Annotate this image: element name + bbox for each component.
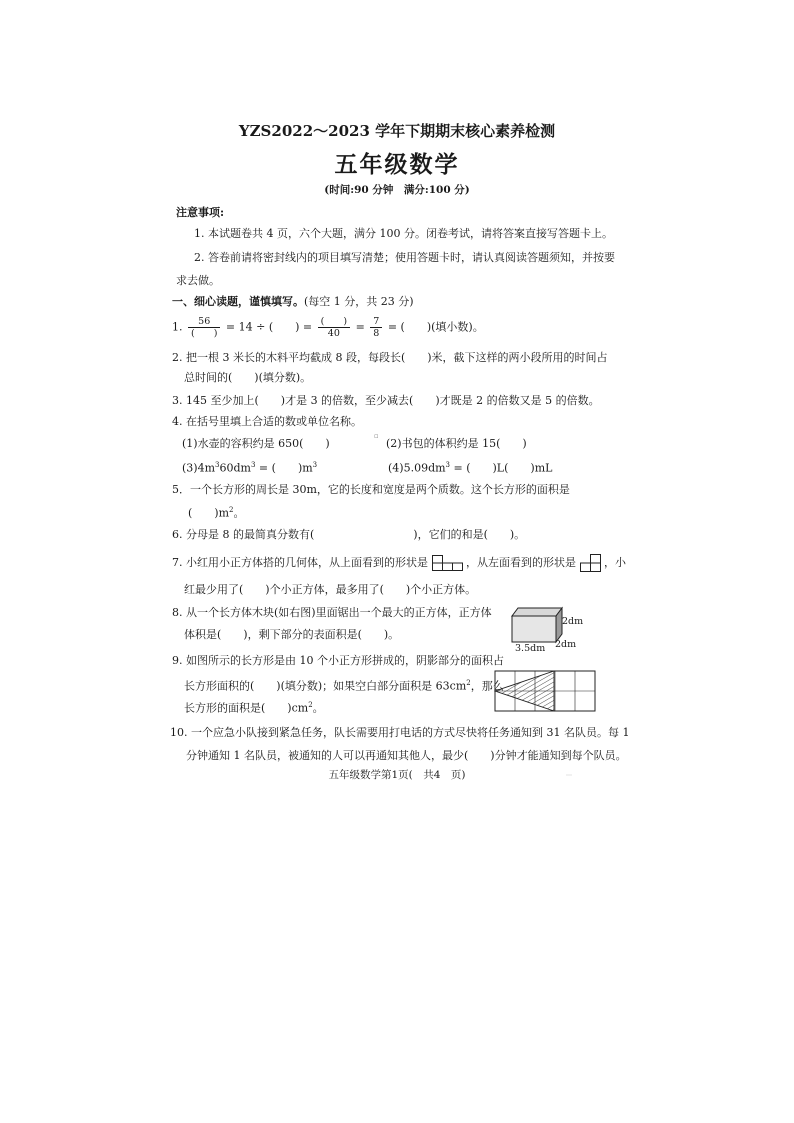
q1-number: 1. xyxy=(172,320,183,334)
question-10-line-1: 10. 一个应急小队接到紧急任务，队长需要用打电话的方式尽快将任务通知到 31 名队员。每 1 xyxy=(170,726,630,739)
time-info: (时间:90 分钟 满分:100 分) xyxy=(324,184,470,196)
cuboid-width-label: 2dm xyxy=(555,639,577,650)
scan-mark: ▫ xyxy=(374,432,379,440)
q9-l2-pre: 长方形面积的( )(填分数)；如果空白部分面积是 63cm xyxy=(184,679,467,693)
q1-f3-numerator: 7 xyxy=(370,316,382,328)
q9-l3-text: 长方形的面积是( )cm xyxy=(184,701,309,715)
q5-sup: 2 xyxy=(229,506,234,514)
question-4-d xyxy=(388,458,552,476)
q4c-sup-1: 3 xyxy=(215,461,220,469)
question-8-line-2: 体积是( )，剩下部分的表面积是( )。 xyxy=(184,628,400,641)
q1-fraction-3 xyxy=(370,316,382,339)
section1-title: 一、细心读题，谨慎填写。 xyxy=(172,295,304,308)
scan-corner-mark: ⋯ xyxy=(566,772,572,779)
q5-end: 。 xyxy=(233,506,245,520)
question-4-a: (1)水壶的容积约是 650( ) xyxy=(182,437,330,450)
q9-l2-sup: 2 xyxy=(466,679,471,687)
q4c-mid: 60dm xyxy=(219,461,251,475)
q4c-pre: (3)4m xyxy=(182,461,216,475)
question-3: 3. 145 至少加上( )才是 3 的倍数，至少减去( )才既是 2 的倍数又是 5 的倍数。 xyxy=(172,394,600,407)
cuboid-length-label: 3.5dm xyxy=(515,643,546,654)
q1-f2-numerator: ( ) xyxy=(318,316,350,328)
question-10-line-2: 分钟通知 1 名队员，被通知的人可以再通知其他人，最少( )分钟才能通知到每个队员。 xyxy=(186,749,627,762)
q5-blank: ( )m xyxy=(188,506,230,520)
question-2-line-1: 2. 把一根 3 米长的木料平均截成 8 段，每段长( )米，截下这样的两小段所用的时间占 xyxy=(172,351,608,364)
q1-f1-denominator: ( ) xyxy=(191,328,218,339)
q1-part-2: = xyxy=(355,320,365,334)
question-6: 6. 分母是 8 的最简真分数有( )，它们的和是( )。 xyxy=(172,528,526,541)
question-8-line-1: 8. 从一个长方体木块(如右图)里面锯出一个最大的正方体，正方体 xyxy=(172,606,492,619)
page-footer: 五年级数学第1页( 共4 页) xyxy=(328,769,466,781)
question-1 xyxy=(172,316,484,339)
q9-l2-post: ，那么 xyxy=(470,679,504,693)
q4d-sup: 3 xyxy=(445,461,451,469)
q7-text-a: 7. 小红用小正方体搭的几何体，从上面看到的形状是 xyxy=(172,556,428,569)
q7-text-b: ，从左面看到的形状是 xyxy=(466,556,576,569)
q4c-post: = ( )m xyxy=(255,461,313,475)
question-2-line-2: 总时间的( )(填分数)。 xyxy=(184,371,312,384)
notice-heading: 注意事项: xyxy=(176,206,225,219)
question-7-line-2: 红最少用了( )个小正方体，最多用了( )个小正方体。 xyxy=(184,583,477,596)
question-7-line-1 xyxy=(172,554,626,572)
notice-item-2a: 2. 答卷前请将密封线内的项目填写清楚；使用答题卡时，请认真阅读答题须知，并按要 xyxy=(194,251,615,264)
q1-fraction-1 xyxy=(188,316,220,339)
q1-fraction-2 xyxy=(318,316,350,339)
question-4-line-1: 4. 在括号里填上合适的数或单位名称。 xyxy=(172,415,362,428)
cuboid-height-label: 2dm xyxy=(562,616,584,627)
notice-item-2b: 求去做。 xyxy=(176,274,220,287)
q4d-pre: (4)5.09dm xyxy=(388,461,446,475)
question-9-line-3 xyxy=(184,698,324,716)
q4d-post: = ( )L( )mL xyxy=(450,461,553,475)
q7-text-c: ，小 xyxy=(604,556,626,569)
q1-f3-denominator: 8 xyxy=(373,328,380,339)
question-9-line-2 xyxy=(184,676,504,694)
section1-note: (每空 1 分，共 23 分) xyxy=(304,295,414,308)
left-view-shape-icon xyxy=(580,554,601,572)
notice-item-1: 1. 本试题卷共 4 页，六个大题，满分 100 分。闭卷考试，请将答案直接写答题卡上。 xyxy=(194,227,613,240)
q4c-sup-2: 3 xyxy=(250,461,256,469)
question-9-line-1: 9. 如图所示的长方形是由 10 个小正方形拼成的，阴影部分的面积占 xyxy=(172,654,504,667)
question-5-line-2 xyxy=(188,503,244,521)
q9-l3-end: 。 xyxy=(312,701,324,715)
top-view-shape-icon xyxy=(432,555,463,571)
question-4-b: (2)书包的体积约是 15( ) xyxy=(386,437,527,450)
grid-rectangle-figure xyxy=(494,670,596,712)
question-4-c xyxy=(182,458,317,476)
q1-part-1: = 14 ÷ ( ) = xyxy=(225,320,313,334)
q1-f1-numerator: 56 xyxy=(188,316,220,328)
q4c-sup-3: 3 xyxy=(312,461,318,469)
subject-title: 五年级数学 xyxy=(334,151,460,178)
q1-part-3: = ( )(填小数)。 xyxy=(387,320,484,334)
q1-f2-denominator: 40 xyxy=(327,328,340,339)
exam-title: YZS2022～2023 学年下期期末核心素养检测 xyxy=(238,122,556,140)
section1-heading xyxy=(172,294,414,309)
q9-l3-sup: 2 xyxy=(308,701,313,709)
question-5-line-1: 5．一个长方形的周长是 30m，它的长度和宽度是两个质数。这个长方形的面积是 xyxy=(172,483,570,496)
